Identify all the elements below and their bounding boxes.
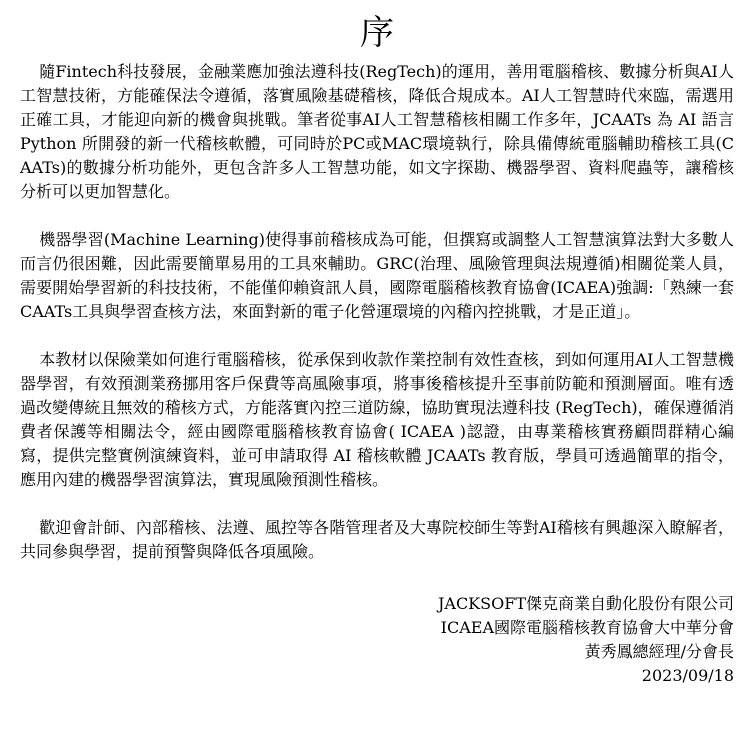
preface-paragraph-3: 本教材以保險業如何進行電腦稽核，從承保到收款作業控制有效性查核，到如何運用AI人工智慧機器學習，有效預測業務挪用客戶保費等高風險事項，將事後稽核提升至事前防範和預測層面。唯有透過改變傳統且無效的稽核方式，方能落實內控三道防線，協助實現法遵科技 (RegTech)，確保遵循消費者保護等相關法令，經由國際電腦稽核教育協會( ICAEA )認證，由專業稽核實務顧問群精心編寫，提供完整實例演練資料，並可申請取得 AI 稽核軟體 JCAATs 教育版，學員可透過簡單的指令，應用內建的機器學習演算法，實現風險預測性稽核。 <box>20 350 734 489</box>
signature-block <box>20 592 734 688</box>
preface-page <box>20 10 734 740</box>
signature-company: JACKSOFT傑克商業自動化股份有限公司 <box>437 594 734 613</box>
preface-paragraph-1: 隨Fintech科技發展，金融業應加強法遵科技(RegTech)的運用，善用電腦稽核、數據分析與AI人工智慧技術，方能確保法令遵循，落實風險基礎稽核，降低合規成本。AI人工智慧時代來臨，需選用正確工具，才能迎向新的機會與挑戰。筆者從事AI人工智慧稽核相關工作多年，JCAATs 為 AI 語言 Python 所開發的新一代稽核軟體，可同時於PC或MAC環境執行，除具備傳統電腦輔助稽核工具(CAATs)的數據分析功能外，更包含許多人工智慧功能，如文字探勘、機器學習、資料爬蟲等，讓稽核分析可以更加智慧化。 <box>20 62 734 201</box>
signature-date: 2023/09/18 <box>641 666 734 685</box>
preface-paragraph-4: 歡迎會計師、內部稽核、法遵、風控等各階管理者及大專院校師生等對AI稽核有興趣深入瞭解者，共同參與學習，提前預警與降低各項風險。 <box>20 518 734 561</box>
page-title: 序 <box>360 13 394 53</box>
preface-paragraph-2: 機器學習(Machine Learning)使得事前稽核成為可能，但撰寫或調整人工智慧演算法對大多數人而言仍很困難，因此需要簡單易用的工具來輔助。GRC(治理、風險管理與法規遵循)相關從業人員，需要開始學習新的科技技術，不能僅仰賴資訊人員，國際電腦稽核教育協會(ICAEA)強調:「熟練一套CAATs工具與學習查核方法，來面對新的電子化營運環境的內稽內控挑戰，才是正道」。 <box>20 230 734 321</box>
signature-person: 黃秀鳳總經理/分會長 <box>584 642 734 661</box>
signature-association: ICAEA國際電腦稽核教育協會大中華分會 <box>440 618 734 637</box>
